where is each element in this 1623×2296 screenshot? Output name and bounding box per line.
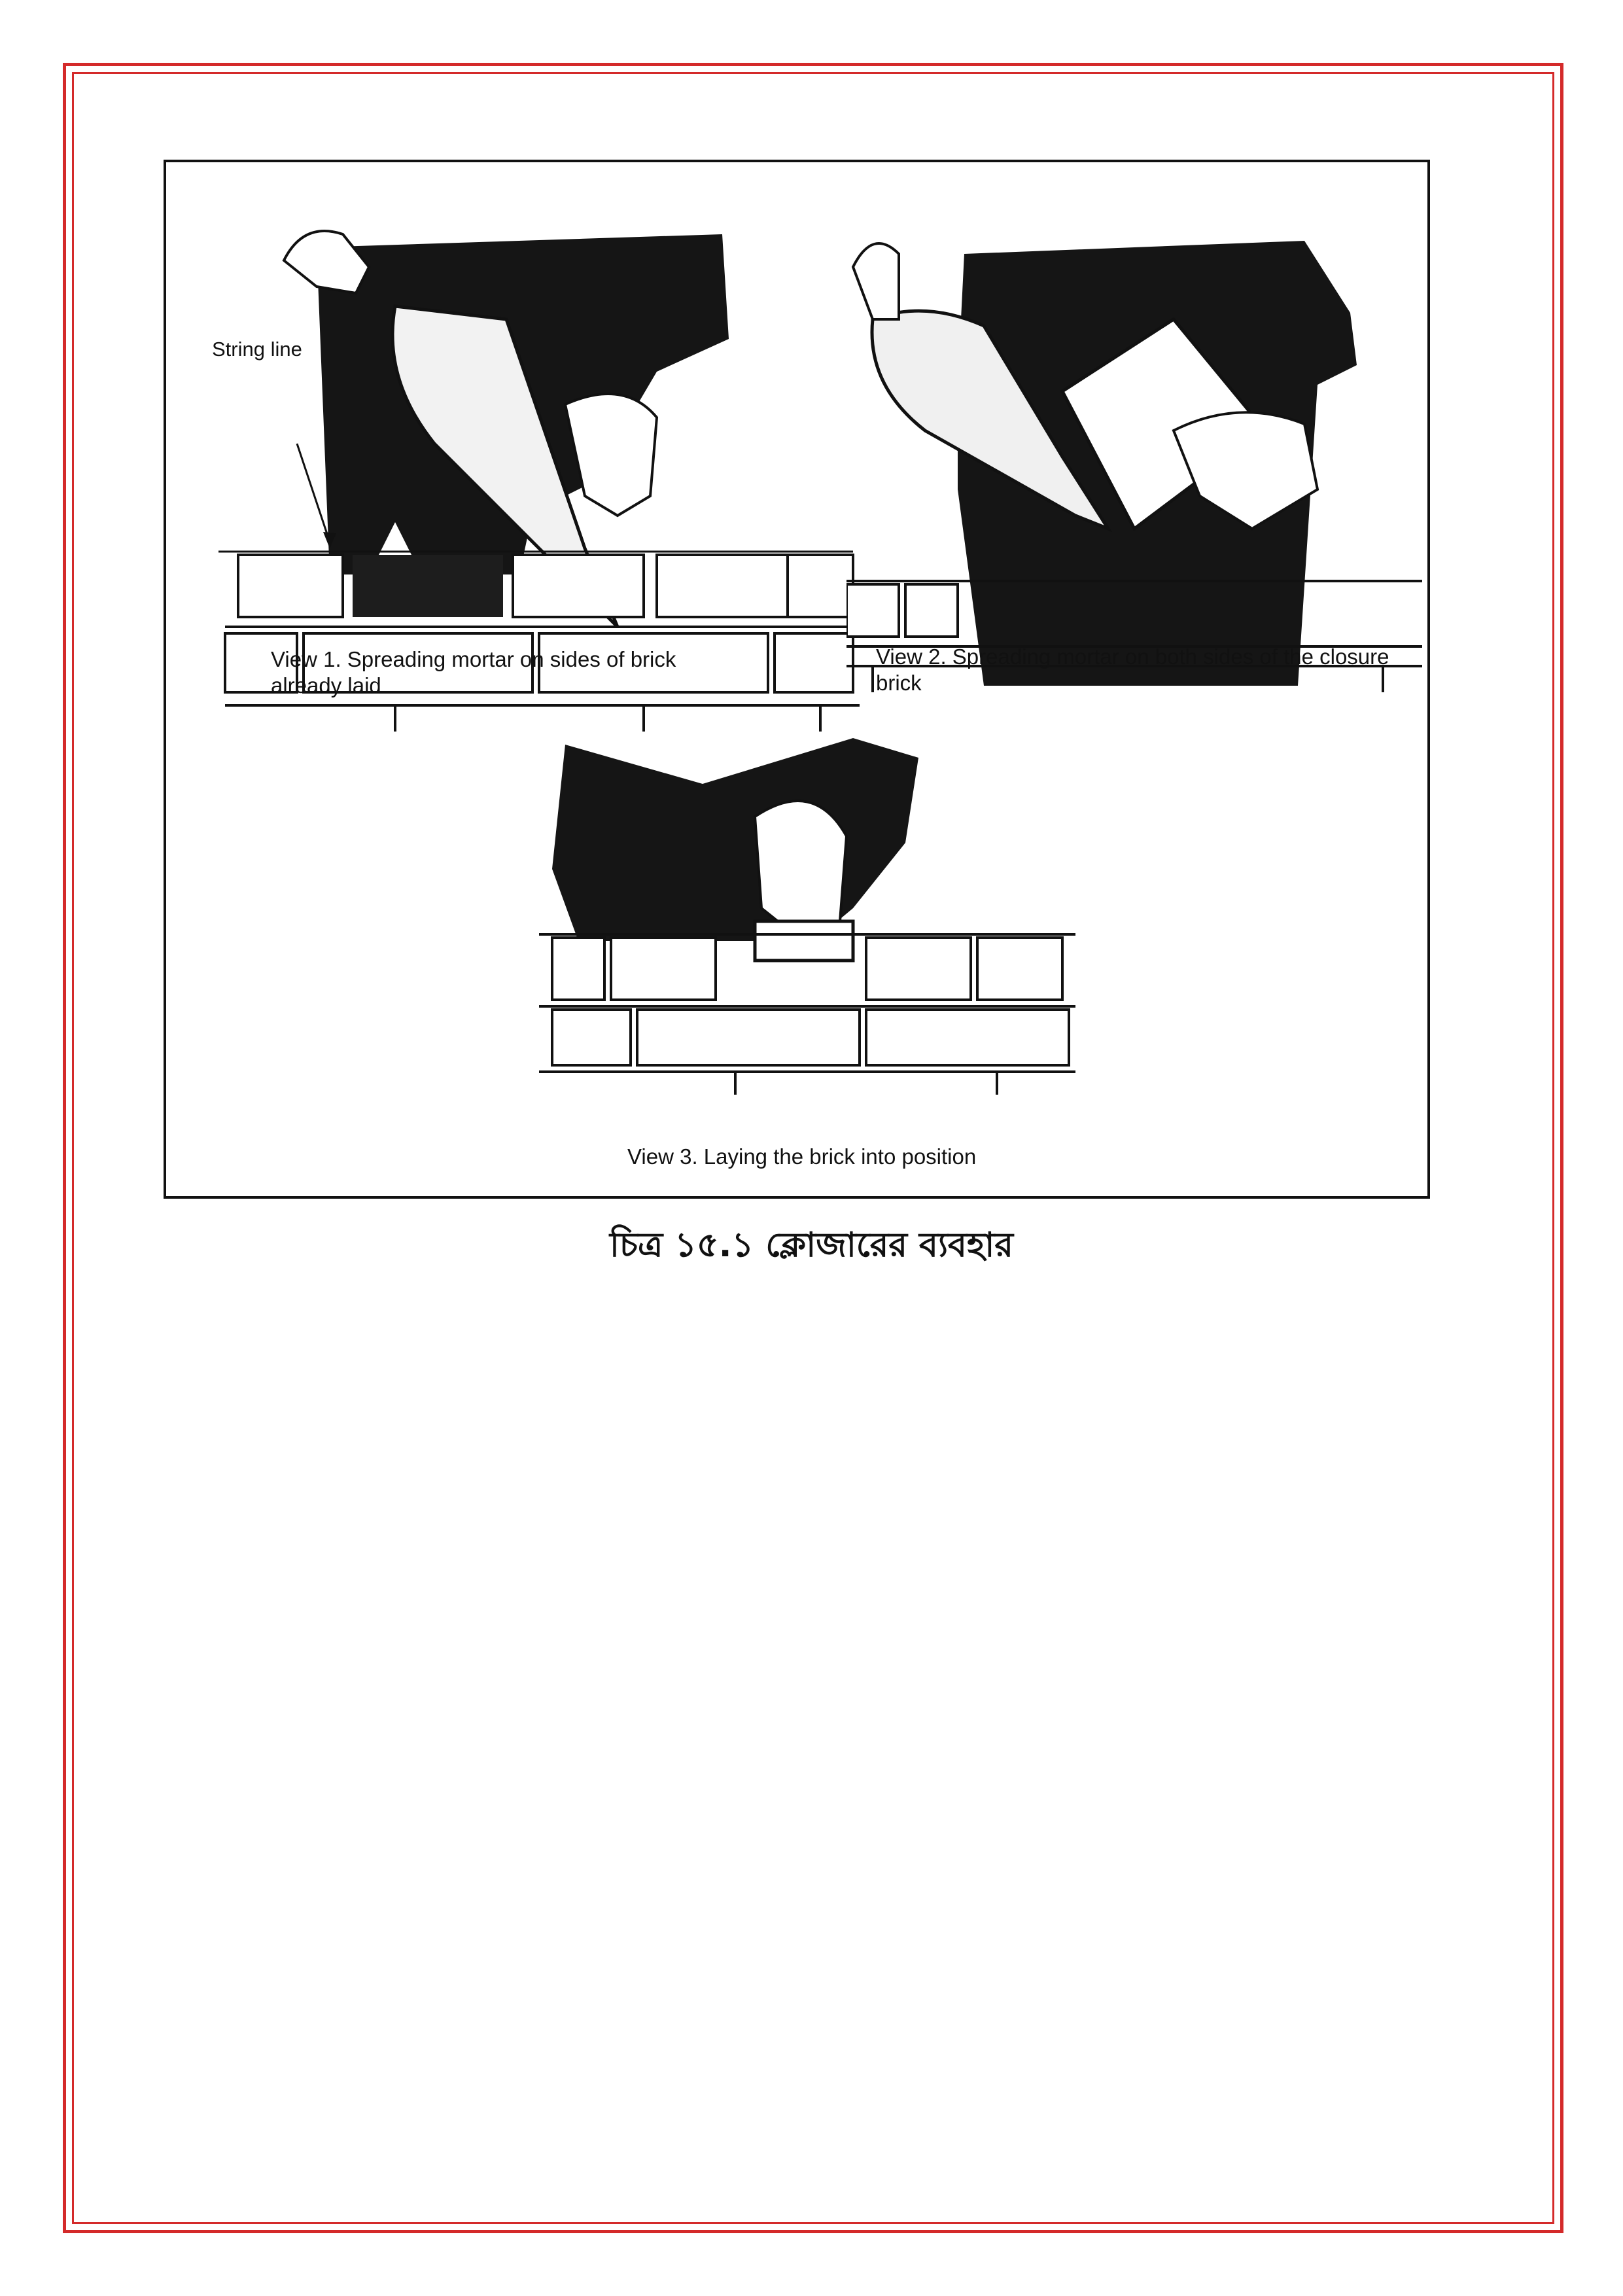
view-2-illustration <box>846 215 1422 790</box>
view-3-caption: View 3. Laying the brick into position <box>627 1144 977 1169</box>
view-2-caption: View 2. Spreading mortar on both sides of the closure brick <box>876 645 1389 695</box>
figure-frame <box>164 160 1430 1199</box>
view-3-illustration <box>539 738 1115 1104</box>
view-1-caption: View 1. Spreading mortar on sides of brick already laid <box>271 647 676 698</box>
figure-caption: চিত্র ১৫.১ ক্লোজারের ব্যবহার <box>610 1226 1013 1265</box>
string-line-label: String line <box>212 338 302 361</box>
